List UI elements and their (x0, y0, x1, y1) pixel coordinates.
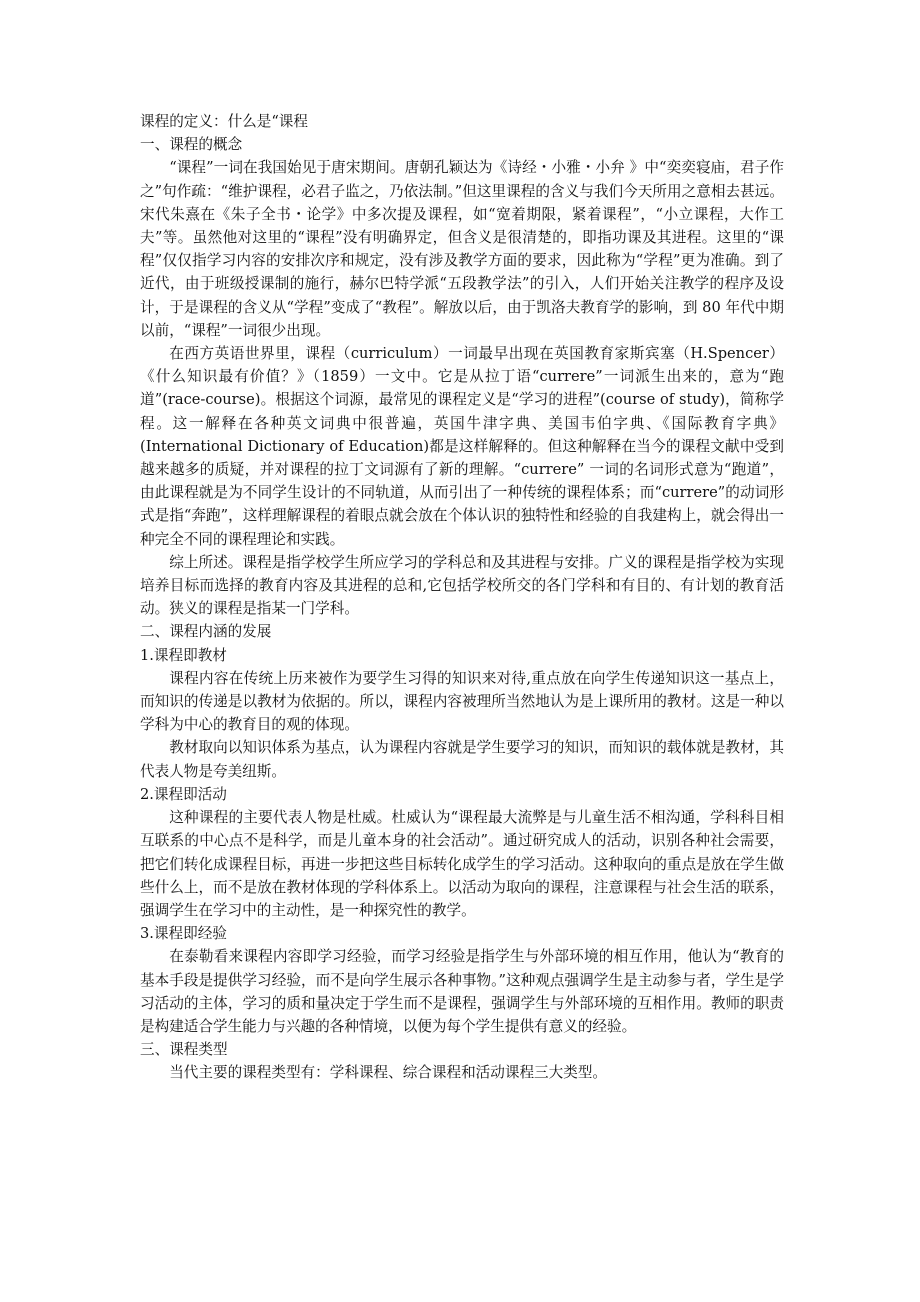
section-heading-types: 三、课程类型 (140, 1041, 228, 1059)
paragraph-western-origin: 在西方英语世界里，课程（curriculum）一词最早出现在英国教育家斯宾塞（H.Spencer）《什么知识最有价值？》（1859）一文中。它是从拉丁语“currere”一词派生出来的，意为“跑道”(race-course)。根据这个词源，最常见的课程定义是“学习的进程”(course of study)，简称学程。这一解释在各种英文词典中很普遍，英国牛津字典、美国韦伯字典、《国际教育字典》(International Dictionary of Education)都是这样解释的。但这种解释在当今的课程文献中受到越来越多的质疑，并对课程的拉丁文词源有了新的理解。“currere” 一词的名词形式意为“跑道”，由此课程就是为不同学生设计的不同轨道，从而引出了一种传统的课程体系；而“currere”的动词形式是指“奔跑”，这样理解课程的着眼点就会放在个体认识的独特性和经验的自我建构上，就会得出一种完全不同的课程理论和实践。 (140, 345, 784, 548)
paragraph-summary: 综上所述。课程是指学校学生所应学习的学科总和及其进程与安排。广义的课程是指学校为实现培养目标而选择的教育内容及其进程的总和,它包括学校所交的各门学科和有目的、有计划的教育活动。狭义的课程是指某一门学科。 (140, 553, 784, 618)
paragraph-activity: 这种课程的主要代表人物是杜威。杜威认为“课程最大流弊是与儿童生活不相沟通，学科科目相互联系的中心点不是科学，而是儿童本身的社会活动”。通过研究成人的活动，识别各种社会需要，把它们转化成课程目标，再进一步把这些目标转化成学生的学习活动。这种取向的重点是放在学生做些什么上，而不是放在教材体现的学科体系上。以活动为取向的课程，注意课程与社会生活的联系，强调学生在学习中的主动性，是一种探究性的教学。 (140, 809, 784, 919)
section-heading-concept: 一、课程的概念 (140, 136, 243, 154)
paragraph-experience: 在泰勒看来课程内容即学习经验，而学习经验是指学生与外部环境的相互作用，他认为“教育的基本手段是提供学习经验，而不是向学生展示各种事物。”这种观点强调学生是主动参与者，学生是学习活动的主体，学习的质和量决定于学生而不是课程，强调学生与外部环境的互相作用。教师的职责是构建适合学生能力与兴趣的各种情境，以便为每个学生提供有意义的经验。 (140, 948, 784, 1035)
subheading-textbook: 1.课程即教材 (140, 646, 227, 664)
paragraph-textbook-1: 课程内容在传统上历来被作为要学生习得的知识来对待,重点放在向学生传递知识这一基点上，而知识的传递是以教材为依据的。所以，课程内容被理所当然地认为是上课所用的教材。这是一种以学科为中心的教育目的观的体现。 (140, 669, 784, 734)
paragraph-types: 当代主要的课程类型有：学科课程、综合课程和活动课程三大类型。 (169, 1064, 608, 1082)
document-body (140, 110, 784, 1085)
paragraph-chinese-origin: “课程”一词在我国始见于唐宋期间。唐朝孔颖达为《诗经・小雅・小弁 》中“奕奕寝庙，君子作之”句作疏：“维护课程，必君子监之，乃依法制。”但这里课程的含义与我们今天所用之意相去甚远。宋代朱熹在《朱子全书・论学》中多次提及课程，如“宽着期限，紧着课程”，“小立课程，大作工夫”等。虽然他对这里的“课程”没有明确界定，但含义是很清楚的，即指功课及其进程。这里的“课程”仅仅指学习内容的安排次序和规定，没有涉及教学方面的要求，因此称为“学程”更为准确。到了近代，由于班级授课制的施行，赫尔巴特学派“五段教学法”的引入，人们开始关注教学的程序及设计，于是课程的含义从“学程”变成了“教程”。解放以后，由于凯洛夫教育学的影响，到 80 年代中期以前，“课程”一词很少出现。 (140, 159, 784, 339)
paragraph-textbook-2: 教材取向以知识体系为基点，认为课程内容就是学生要学习的知识，而知识的载体就是教材，其代表人物是夸美纽斯。 (140, 739, 784, 780)
section-heading-development: 二、课程内涵的发展 (140, 623, 272, 641)
subheading-experience: 3.课程即经验 (140, 925, 227, 943)
subheading-activity: 2.课程即活动 (140, 785, 227, 803)
document-title: 课程的定义：什么是“课程 (140, 113, 308, 130)
